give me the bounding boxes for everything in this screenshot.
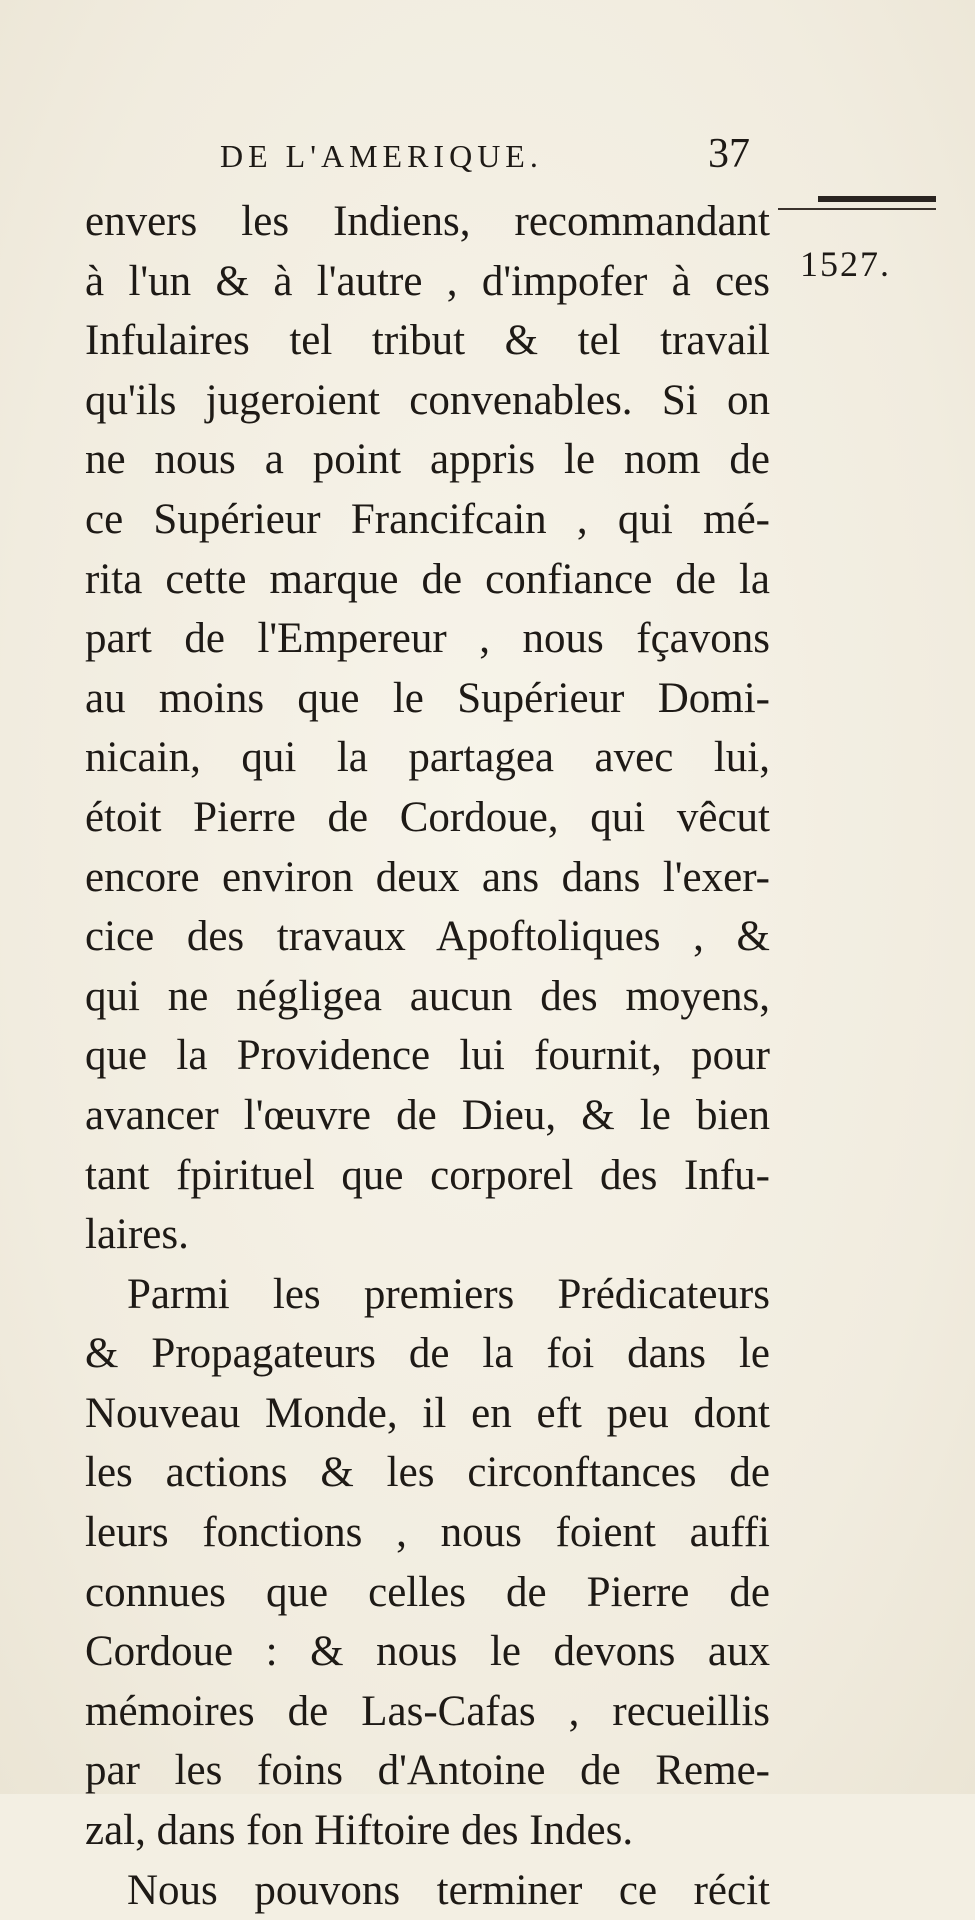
text-line: tant fpirituel que corporel des Infu- xyxy=(85,1151,770,1199)
text-line: connues que celles de Pierre de xyxy=(85,1568,770,1616)
text-line-paragraph-end: laires. xyxy=(85,1211,189,1259)
text-line: étoit Pierre de Cordoue, qui vêcut xyxy=(85,793,770,841)
text-line: Cordoue : & nous le devons aux xyxy=(85,1628,770,1676)
margin-year-note: 1527. xyxy=(800,244,891,284)
text-line: au moins que le Supérieur Domi- xyxy=(85,674,770,722)
text-line: nicain, qui la partagea avec lui, xyxy=(85,734,770,782)
text-line: qu'ils jugeroient convenables. Si on xyxy=(85,376,770,424)
text-line: & Propagateurs de la foi dans le xyxy=(85,1330,770,1378)
text-line: à l'un & à l'autre , d'impofer à ces xyxy=(85,257,770,305)
text-line: par les foins d'Antoine de Reme- xyxy=(85,1747,770,1795)
text-line-paragraph-end: zal, dans fon Hiftoire des Indes. xyxy=(85,1807,634,1855)
text-line: mémoires de Las-Cafas , recueillis xyxy=(85,1687,770,1735)
text-line: rita cette marque de confiance de la xyxy=(85,555,770,603)
text-line: avancer l'œuvre de Dieu, & le bien xyxy=(85,1091,770,1139)
text-line: les actions & les circonftances de xyxy=(85,1449,770,1497)
text-line: leurs fonctions , nous foient auffi xyxy=(85,1509,770,1557)
text-line: que la Providence lui fournit, pour xyxy=(85,1032,770,1080)
margin-rule-bar xyxy=(818,196,936,202)
text-line-paragraph-start: Parmi les premiers Prédicateurs xyxy=(127,1270,770,1318)
page-number: 37 xyxy=(708,131,750,177)
running-head-title: DE L'AMERIQUE. xyxy=(220,138,543,174)
text-line: cice des travaux Apoftoliques , & xyxy=(85,913,770,961)
text-line: ce Supérieur Francifcain , qui mé- xyxy=(85,495,770,543)
text-line-paragraph-start: Nous pouvons terminer ce récit xyxy=(127,1866,770,1914)
margin-ornament-rule xyxy=(778,196,936,206)
text-line: qui ne négligea aucun des moyens, xyxy=(85,972,770,1020)
text-line: Infulaires tel tribut & tel travail xyxy=(85,317,770,365)
text-line: Nouveau Monde, il en eft peu dont xyxy=(85,1389,770,1437)
text-line: envers les Indiens, recommandant xyxy=(85,198,770,245)
running-head xyxy=(220,130,750,180)
text-line: part de l'Empereur , nous fçavons xyxy=(85,615,770,663)
text-line: ne nous a point appris le nom de xyxy=(85,436,770,484)
margin-rule-line xyxy=(778,208,936,210)
body-text xyxy=(85,192,770,1920)
text-line: encore environ deux ans dans l'exer- xyxy=(85,853,770,901)
